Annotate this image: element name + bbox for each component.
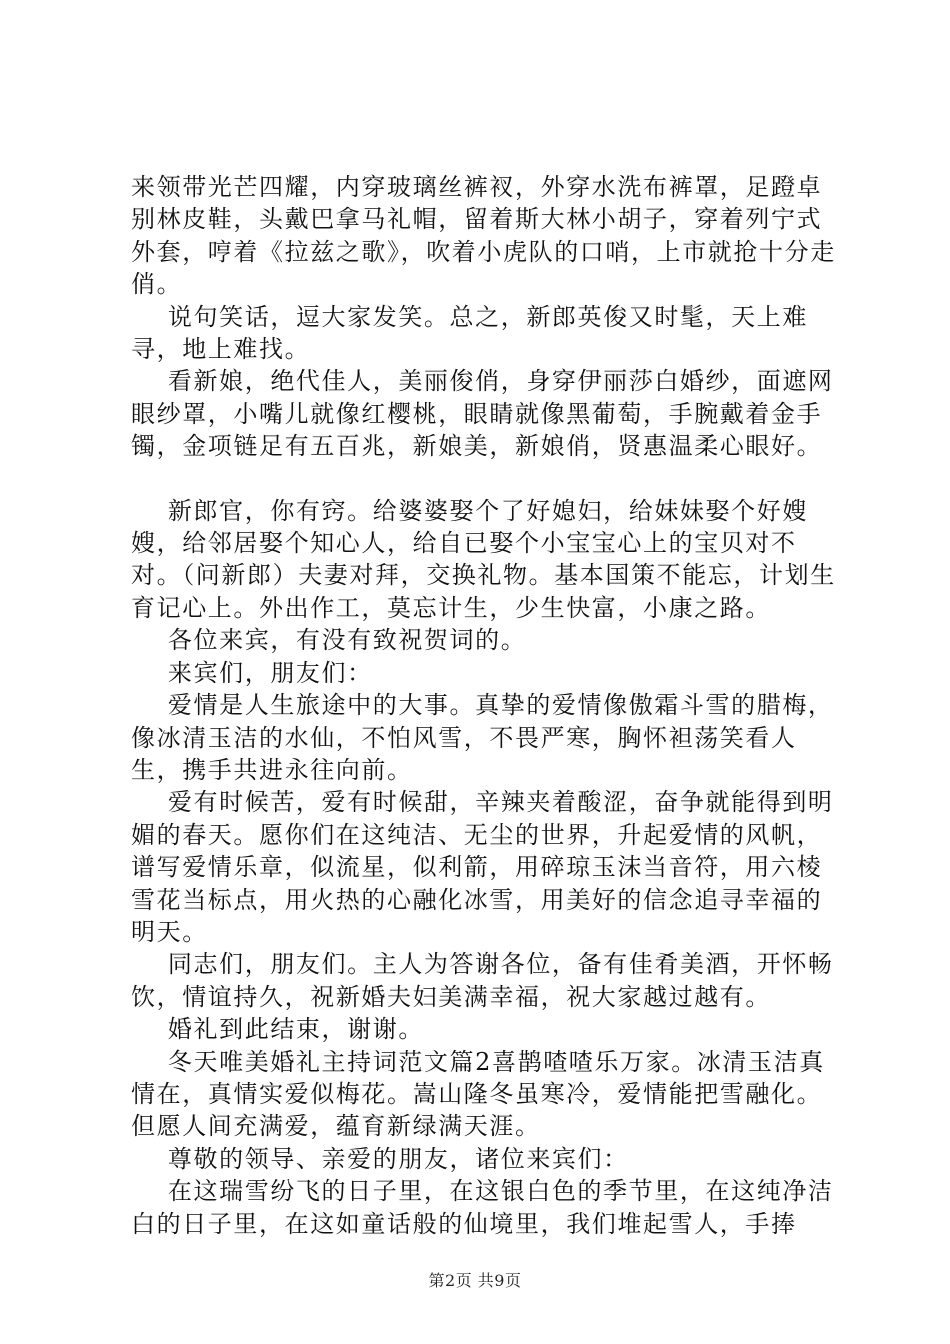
paragraph-3: 看新娘，绝代佳人，美丽俊俏，身穿伊丽莎白婚纱，面遮网眼纱罩，小嘴儿就像红樱桃，眼睛就像黑葡萄，手腕戴着金手镯，金项链足有五百兆，新娘美，新娘俏，贤惠温柔心眼好。 xyxy=(131,367,834,461)
paragraph-13: 在这瑞雪纷飞的日子里，在这银白色的季节里，在这纯净洁白的日子里，在这如童话般的仙境里，我们堆起雪人，手捧 xyxy=(131,1177,834,1238)
body-text xyxy=(131,171,841,1240)
page-number-footer: 第2页 共9页 xyxy=(428,1271,522,1290)
paragraph-4: 新郎官，你有窍。给婆婆娶个了好媳妇，给妹妹娶个好嫂嫂，给邻居娶个知心人，给自已娶个小宝宝心上的宝贝对不对。（问新郎）夫妻对拜，交换礼物。基本国策不能忘，计划生育记心上。外出作工，莫忘计生，少生快富，小康之路。 xyxy=(131,496,836,622)
paragraph-11: 冬天唯美婚礼主持词范文篇2喜鹊喳喳乐万家。冰清玉洁真情在，真情实爱似梅花。嵩山隆冬虽寒冷，爱情能把雪融化。但愿人间充满爱，蕴育新绿满天涯。 xyxy=(131,1047,825,1141)
paragraph-5: 各位来宾，有没有致祝贺词的。 xyxy=(131,626,527,655)
paragraph-gap xyxy=(131,463,841,495)
paragraph-2: 说句笑话，逗大家发笑。总之，新郎英俊又时髦，天上难寻，地上难找。 xyxy=(131,302,808,364)
paragraph-9: 同志们，朋友们。主人为答谢各位，备有佳肴美酒，开怀畅饮，情谊持久，祝新婚夫妇美满幸福，祝大家越过越有。 xyxy=(131,950,834,1011)
paragraph-12: 尊敬的领导、亲爱的朋友，诸位来宾们： xyxy=(131,1144,629,1173)
paragraph-10: 婚礼到此结束，谢谢。 xyxy=(131,1015,424,1044)
paragraph-6: 来宾们，朋友们： xyxy=(131,658,373,687)
paragraph-7: 爱情是人生旅途中的大事。真挚的爱情像傲霜斗雪的腊梅，像冰清玉洁的水仙，不怕风雪，不畏严寒，胸怀袒荡笑看人生，携手共进永往向前。 xyxy=(131,691,834,784)
paragraph-1: 来领带光芒四耀，内穿玻璃丝裤衩，外穿水洗布裤罩，足蹬卓别林皮鞋，头戴巴拿马礼帽，留着斯大林小胡子，穿着列宁式外套，哼着《拉兹之歌》，吹着小虎队的口哨，上市就抢十分走俏。 xyxy=(131,173,836,299)
paragraph-8: 爱有时候苦，爱有时候甜，辛辣夹着酸涩，奋争就能得到明媚的春天。愿你们在这纯洁、无尘的世界，升起爱情的风帆，谱写爱情乐章，似流星，似利箭，用碎琼玉沫当音符，用六棱雪花当标点，用火热的心融化冰雪，用美好的信念追寻幸福的明天。 xyxy=(131,788,834,946)
